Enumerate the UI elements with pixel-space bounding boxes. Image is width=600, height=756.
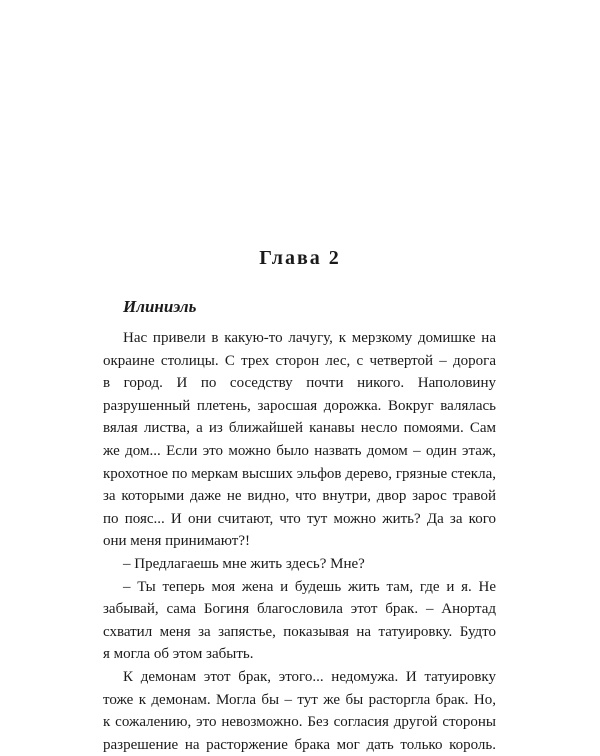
text-line: тоже к демонам. Могла бы – тут же бы расторгла брак. Но, xyxy=(103,691,496,708)
body-text xyxy=(103,327,496,756)
text-line: схватил меня за запястье, показывая на татуировку. Будто xyxy=(103,623,496,640)
dialogue-line: – Предлагаешь мне жить здесь? Мне? xyxy=(123,555,365,572)
text-line: они меня принимают?! xyxy=(103,533,251,550)
chapter-title: Глава 2 xyxy=(259,247,341,269)
text-line: разрешение на расторжение брака мог дать только король. xyxy=(103,736,496,753)
text-line: окраине столицы. С трех сторон лес, с четвертой – дорога xyxy=(103,352,496,369)
text-line: крохотное по меркам высших эльфов дерево, грязные стекла, xyxy=(103,465,496,482)
text-line: К демонам этот брак, этого... недомужа. И татуировку xyxy=(123,668,496,685)
text-line: к сожалению, это невозможно. Без согласия другой стороны xyxy=(103,714,496,731)
text-line: в город. И по соседству почти никого. Наполовину xyxy=(103,375,496,392)
text-line: вялая листва, а из ближайшей канавы несло помоями. Сам xyxy=(103,420,496,437)
text-line: Нас привели в какую-то лачугу, к мерзкому домишке на xyxy=(123,330,496,346)
text-line: забывай, сама Богиня благословила этот брак. – Анортад xyxy=(103,601,496,618)
text-line: по пояс... И они считают, что тут можно жить? Да за кого xyxy=(103,510,496,527)
text-line: за которыми даже не видно, что внутри, двор зарос травой xyxy=(103,488,496,505)
text-line: я могла об этом забыть. xyxy=(103,646,254,663)
section-title: Илиниэль xyxy=(123,297,197,316)
text-line: же дом... Если это можно было назвать домом – один этаж, xyxy=(103,442,496,459)
dialogue-line: – Ты теперь моя жена и будешь жить там, где и я. Не xyxy=(123,578,496,595)
text-line: разрушенный плетень, заросшая дорожка. Вокруг валялась xyxy=(103,397,496,414)
